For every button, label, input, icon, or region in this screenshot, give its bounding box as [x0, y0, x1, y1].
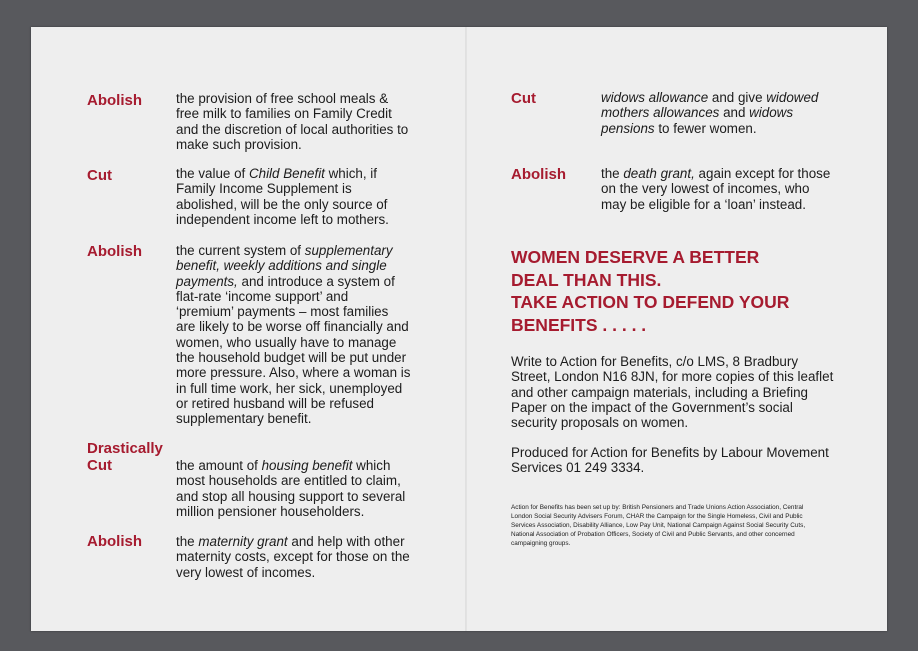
desc-free-school-meals [176, 91, 426, 152]
desc-italic: widowed [766, 90, 819, 105]
desc-line [601, 166, 846, 181]
desc-widows-allowance [601, 90, 846, 136]
desc-supplementary-benefit [176, 243, 426, 427]
headline-line: WOMEN DESERVE A BETTER [511, 247, 760, 267]
paragraph-line: and other campaign materials, including a Briefing [511, 384, 808, 400]
small-print-line: Services Association, Disability Alliance, Low Pay Unit, National Campaign Against Social Security Cuts, [511, 522, 806, 529]
desc-line [176, 274, 426, 289]
verb-cut-1: Cut [87, 167, 112, 184]
desc-line: most households are entitled to claim, [176, 473, 401, 489]
desc-line: and stop all housing support to several [176, 488, 406, 504]
verb-abolish-3: Abolish [87, 533, 142, 550]
verb-abolish-4: Abolish [511, 166, 566, 183]
desc-maternity-grant [176, 534, 426, 580]
headline-line: BENEFITS . . . . . [511, 314, 647, 335]
desc-italic: Child Benefit [248, 166, 325, 181]
desc-text: the [176, 534, 199, 549]
desc-line [601, 121, 846, 136]
desc-line: are likely to be worse off financially and [176, 319, 409, 335]
desc-line: ‘premium’ payments – most families [176, 304, 389, 320]
desc-italic: widows allowance [601, 90, 709, 105]
small-print-line: Action for Benefits has been set up by: British Pensioners and Trade Unions Action Association, Central [511, 504, 804, 511]
verb-cut-2: Cut [511, 90, 536, 107]
desc-text: the amount of [176, 458, 262, 473]
desc-text: which [352, 458, 391, 473]
desc-line: abolished, will be the only source of [176, 196, 388, 212]
desc-line: women, who usually have to manage [176, 334, 397, 350]
desc-line: more pressure. Also, where a woman is [176, 365, 411, 381]
desc-line: the provision of free school meals & [176, 91, 389, 106]
headline-line: DEAL THAN THIS. [511, 269, 662, 290]
desc-line [176, 534, 426, 549]
small-print-line: London Social Security Advisers Forum, CHAR the Campaign for the Single Homeless, Civil and Public [511, 513, 803, 520]
paragraph-line: Write to Action for Benefits, c/o LMS, 8 Bradbury [511, 354, 799, 369]
desc-text: and introduce a system of [237, 273, 395, 289]
desc-text: and [719, 105, 750, 121]
desc-line: maternity costs, except for those on the [176, 549, 410, 565]
desc-italic: mothers allowances [601, 105, 720, 121]
desc-italic: housing benefit [261, 458, 353, 473]
desc-text: and help with other [287, 534, 405, 549]
desc-italic: widows [749, 105, 794, 121]
desc-line: may be eligible for a ‘loan’ instead. [601, 196, 806, 212]
paragraph-line: Street, London N16 8JN, for more copies of this leaflet [511, 369, 834, 385]
desc-line: free milk to families on Family Credit [176, 106, 392, 122]
small-print [511, 503, 851, 548]
desc-line: supplementary benefit. [176, 411, 312, 427]
paragraph-line: security proposals on women. [511, 415, 689, 431]
paragraph-line: Services 01 249 3334. [511, 460, 645, 476]
verb-drastically-cut [87, 440, 163, 474]
verb-abolish-2: Abolish [87, 243, 142, 260]
desc-housing-benefit [176, 458, 426, 519]
desc-italic: death grant, [623, 166, 695, 181]
desc-italic: pensions [601, 120, 655, 136]
desc-line [176, 166, 426, 181]
desc-italic: benefit, weekly additions and single [176, 258, 387, 274]
desc-line: very lowest of incomes. [176, 564, 316, 580]
desc-line: the household budget will be put under [176, 350, 407, 366]
desc-line: Family Income Supplement is [176, 181, 352, 197]
paragraph-line: Paper on the impact of the Government’s social [511, 399, 793, 415]
write-to-paragraph [511, 354, 841, 430]
call-to-action-headline [511, 246, 861, 336]
verb-abolish-1: Abolish [87, 92, 142, 109]
desc-child-benefit [176, 166, 426, 227]
desc-line: independent income left to mothers. [176, 211, 389, 227]
desc-line: on the very lowest of incomes, who [601, 181, 810, 197]
desc-line [176, 258, 426, 273]
desc-line: or retired husband will be refused [176, 395, 374, 411]
desc-line: in full time work, her sick, unemployed [176, 380, 403, 396]
desc-italic: payments, [176, 273, 238, 289]
desc-italic: maternity grant [198, 534, 288, 549]
desc-line [601, 90, 846, 105]
verb-line: Drastically [87, 440, 163, 457]
desc-text: to fewer women. [654, 120, 757, 136]
desc-line: and the discretion of local authorities to [176, 121, 409, 137]
desc-line: million pensioner householders. [176, 503, 365, 519]
desc-text: and give [708, 90, 767, 105]
page-fold [465, 27, 467, 631]
desc-line [601, 105, 846, 120]
desc-text: the value of [176, 166, 249, 181]
produced-by-paragraph [511, 445, 841, 476]
desc-text: the [601, 166, 624, 181]
desc-line: flat-rate ‘income support’ and [176, 288, 349, 304]
desc-death-grant [601, 166, 846, 212]
desc-line [176, 458, 426, 473]
desc-line [176, 243, 426, 258]
desc-text: which, if [324, 166, 377, 181]
desc-line: make such provision. [176, 136, 302, 152]
headline-line: TAKE ACTION TO DEFEND YOUR [511, 292, 790, 312]
desc-text: again except for those [694, 166, 831, 181]
desc-italic: supplementary [304, 243, 393, 258]
small-print-line: campaigning groups. [511, 540, 571, 547]
desc-text: the current system of [176, 243, 305, 258]
verb-line: Cut [87, 457, 112, 474]
small-print-line: National Association of Probation Officers, Society of Civil and Public Servants, and other concerned [511, 531, 795, 538]
paragraph-line: Produced for Action for Benefits by Labour Movement [511, 445, 829, 460]
